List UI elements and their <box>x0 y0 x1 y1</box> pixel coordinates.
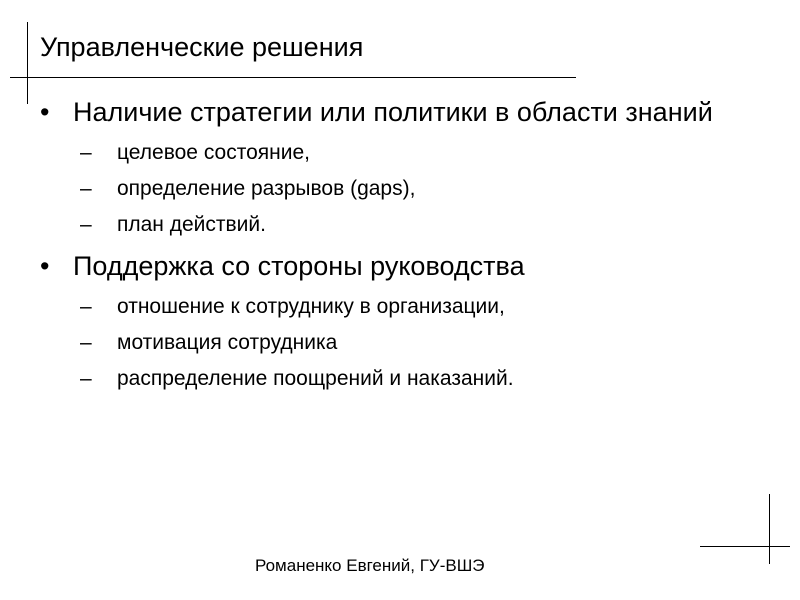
sub-item-text: план действий. <box>117 213 266 236</box>
bullet-text: Поддержка со стороны руководства <box>73 251 525 281</box>
sub-marker: – <box>80 331 92 354</box>
bullet-item <box>40 94 740 130</box>
sub-item <box>40 366 740 392</box>
sub-item-text: отношение к сотруднику в организации, <box>117 295 505 318</box>
left-vertical-rule <box>27 22 28 104</box>
sub-item <box>40 330 740 356</box>
bottom-right-vertical-rule <box>769 494 770 564</box>
title-underline <box>10 77 576 78</box>
bottom-right-horizontal-rule <box>700 546 790 547</box>
sub-marker: – <box>80 367 92 390</box>
sub-item-text: определение разрывов (gaps), <box>117 177 416 200</box>
bullet-text: Наличие стратегии или политики в области знаний <box>73 97 713 127</box>
sub-item <box>40 212 740 238</box>
sub-item-text: распределение поощрений и наказаний. <box>117 367 514 390</box>
sub-marker: – <box>80 213 92 236</box>
sub-marker: – <box>80 141 92 164</box>
sub-item <box>40 140 740 166</box>
slide-footer: Романенко Евгений, ГУ-ВШЭ <box>255 556 485 575</box>
sub-item-text: мотивация сотрудника <box>117 331 338 354</box>
sub-item <box>40 176 740 202</box>
bullet-marker: • <box>40 97 50 127</box>
slide-content <box>40 94 740 392</box>
sub-item-text: целевое состояние, <box>117 141 311 164</box>
spacer <box>40 238 740 248</box>
sub-item <box>40 294 740 320</box>
sub-marker: – <box>80 177 92 200</box>
slide-title: Управленческие решения <box>40 32 364 62</box>
bullet-item <box>40 248 740 284</box>
bullet-marker: • <box>40 251 50 281</box>
sub-marker: – <box>80 295 92 318</box>
